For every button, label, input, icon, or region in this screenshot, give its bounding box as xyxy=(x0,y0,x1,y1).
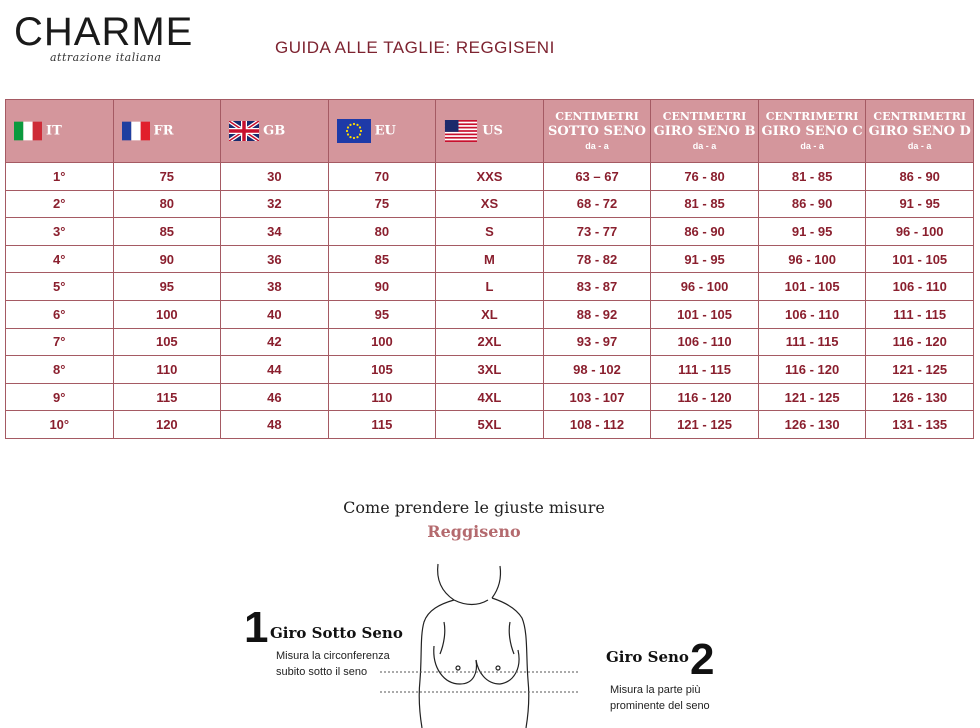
size-cell: 8° xyxy=(6,356,114,384)
size-cell: 38 xyxy=(221,273,329,301)
size-cell: 46 xyxy=(221,383,329,411)
size-cell: 105 xyxy=(113,328,221,356)
size-cell: 40 xyxy=(221,300,329,328)
size-cell: 1° xyxy=(6,163,114,191)
size-cell: 103 - 107 xyxy=(543,383,651,411)
header-bust-c: CENTRIMETRI GIRO SENO C da - a xyxy=(758,100,866,163)
header-eu xyxy=(328,100,436,163)
size-cell: 75 xyxy=(113,163,221,191)
size-table-body xyxy=(6,163,974,439)
size-cell: 91 - 95 xyxy=(866,190,974,218)
size-row xyxy=(6,356,974,384)
size-cell: 96 - 100 xyxy=(758,245,866,273)
size-cell: 70 xyxy=(328,163,436,191)
size-cell: 115 xyxy=(113,383,221,411)
size-cell: 90 xyxy=(113,245,221,273)
size-cell: 110 xyxy=(328,383,436,411)
size-cell: 101 - 105 xyxy=(758,273,866,301)
size-cell: S xyxy=(436,218,544,246)
size-cell: 2° xyxy=(6,190,114,218)
size-cell: 116 - 120 xyxy=(651,383,759,411)
size-cell: 100 xyxy=(113,300,221,328)
size-cell: 3XL xyxy=(436,356,544,384)
size-cell: 85 xyxy=(113,218,221,246)
size-cell: 106 - 110 xyxy=(758,300,866,328)
size-cell: 4XL xyxy=(436,383,544,411)
size-cell: 91 - 95 xyxy=(758,218,866,246)
size-cell: 5XL xyxy=(436,411,544,439)
brand-tagline: attrazione italiana xyxy=(50,51,162,64)
size-cell: 126 - 130 xyxy=(758,411,866,439)
size-cell: 83 - 87 xyxy=(543,273,651,301)
size-cell: 121 - 125 xyxy=(651,411,759,439)
size-cell: 88 - 92 xyxy=(543,300,651,328)
header-it xyxy=(6,100,114,163)
page-title: GUIDA ALLE TAGLIE: REGGISENI xyxy=(275,38,555,57)
size-cell: 86 - 90 xyxy=(866,163,974,191)
size-cell: 91 - 95 xyxy=(651,245,759,273)
size-cell: 105 xyxy=(328,356,436,384)
header-us-label: US xyxy=(482,123,503,139)
header-bust-d: CENTRIMETRI GIRO SENO D da - a xyxy=(866,100,974,163)
size-cell: 111 - 115 xyxy=(651,356,759,384)
step2-description: Misura la parte più prominente del seno xyxy=(610,684,710,712)
size-cell: 80 xyxy=(113,190,221,218)
size-cell: XL xyxy=(436,300,544,328)
header-fr xyxy=(113,100,221,163)
header-gb-label: GB xyxy=(263,123,286,139)
size-cell: 81 - 85 xyxy=(758,163,866,191)
italy-flag-icon xyxy=(14,121,42,141)
uk-flag-icon xyxy=(229,121,259,141)
size-cell: 116 - 120 xyxy=(758,356,866,384)
size-row xyxy=(6,163,974,191)
size-row xyxy=(6,245,974,273)
size-cell: 6° xyxy=(6,300,114,328)
size-cell: 81 - 85 xyxy=(651,190,759,218)
step2-number: 2 xyxy=(690,635,715,684)
step1-number: 1 xyxy=(244,603,269,652)
header-fr-label: FR xyxy=(153,123,174,139)
size-cell: 9° xyxy=(6,383,114,411)
size-cell: M xyxy=(436,245,544,273)
size-cell: 131 - 135 xyxy=(866,411,974,439)
size-cell: 90 xyxy=(328,273,436,301)
brand-logo xyxy=(14,10,214,64)
size-cell: 95 xyxy=(328,300,436,328)
torso-illustration xyxy=(380,560,580,728)
size-cell: 68 - 72 xyxy=(543,190,651,218)
size-cell: 95 xyxy=(113,273,221,301)
size-cell: 44 xyxy=(221,356,329,384)
header-us xyxy=(436,100,544,163)
size-cell: 106 - 110 xyxy=(651,328,759,356)
size-cell: 100 xyxy=(328,328,436,356)
eu-flag-icon xyxy=(337,119,371,143)
size-cell: 120 xyxy=(113,411,221,439)
size-row xyxy=(6,383,974,411)
header-gb xyxy=(221,100,329,163)
size-cell: 63 – 67 xyxy=(543,163,651,191)
size-cell: 4° xyxy=(6,245,114,273)
size-cell: 48 xyxy=(221,411,329,439)
header-bust-b: CENTIMETRI GIRO SENO B da - a xyxy=(651,100,759,163)
size-cell: 126 - 130 xyxy=(866,383,974,411)
size-cell: 10° xyxy=(6,411,114,439)
size-cell: XS xyxy=(436,190,544,218)
size-row xyxy=(6,411,974,439)
size-cell: 101 - 105 xyxy=(651,300,759,328)
header-underbust: CENTIMETRI SOTTO SENO da - a xyxy=(543,100,651,163)
size-cell: 80 xyxy=(328,218,436,246)
size-cell: 86 - 90 xyxy=(651,218,759,246)
us-flag-icon xyxy=(444,120,478,142)
size-cell: 30 xyxy=(221,163,329,191)
size-cell: 101 - 105 xyxy=(866,245,974,273)
france-flag-icon xyxy=(122,121,150,141)
size-row xyxy=(6,190,974,218)
step1-label: Giro Sotto Seno xyxy=(270,624,403,642)
size-cell: 36 xyxy=(221,245,329,273)
guide-title: Come prendere le giuste misure xyxy=(343,498,605,517)
size-cell: 121 - 125 xyxy=(866,356,974,384)
size-cell: 32 xyxy=(221,190,329,218)
size-cell: 110 xyxy=(113,356,221,384)
size-cell: 73 - 77 xyxy=(543,218,651,246)
size-cell: 93 - 97 xyxy=(543,328,651,356)
size-cell: 78 - 82 xyxy=(543,245,651,273)
size-cell: 5° xyxy=(6,273,114,301)
size-cell: 76 - 80 xyxy=(651,163,759,191)
header-eu-label: EU xyxy=(374,123,396,139)
size-row xyxy=(6,218,974,246)
size-cell: 86 - 90 xyxy=(758,190,866,218)
size-cell: 3° xyxy=(6,218,114,246)
size-cell: 96 - 100 xyxy=(651,273,759,301)
step1-description: Misura la circonferenza subito sotto il seno xyxy=(276,650,390,678)
size-cell: 111 - 115 xyxy=(866,300,974,328)
header-it-label: IT xyxy=(46,123,62,139)
size-cell: 7° xyxy=(6,328,114,356)
size-cell: 115 xyxy=(328,411,436,439)
size-cell: 121 - 125 xyxy=(758,383,866,411)
brand-name: CHARME xyxy=(14,10,194,54)
step2-label: Giro Seno xyxy=(606,648,689,666)
size-cell: 42 xyxy=(221,328,329,356)
size-cell: 108 - 112 xyxy=(543,411,651,439)
size-table xyxy=(5,99,974,439)
guide-subtitle: Reggiseno xyxy=(427,522,521,541)
size-cell: 98 - 102 xyxy=(543,356,651,384)
size-cell: 34 xyxy=(221,218,329,246)
size-cell: 2XL xyxy=(436,328,544,356)
size-cell: 85 xyxy=(328,245,436,273)
size-cell: 106 - 110 xyxy=(866,273,974,301)
size-cell: L xyxy=(436,273,544,301)
size-cell: 116 - 120 xyxy=(866,328,974,356)
size-cell: 75 xyxy=(328,190,436,218)
size-row xyxy=(6,300,974,328)
size-row xyxy=(6,273,974,301)
size-cell: 111 - 115 xyxy=(758,328,866,356)
size-row xyxy=(6,328,974,356)
size-table-header-row xyxy=(6,100,974,163)
size-cell: XXS xyxy=(436,163,544,191)
size-cell: 96 - 100 xyxy=(866,218,974,246)
